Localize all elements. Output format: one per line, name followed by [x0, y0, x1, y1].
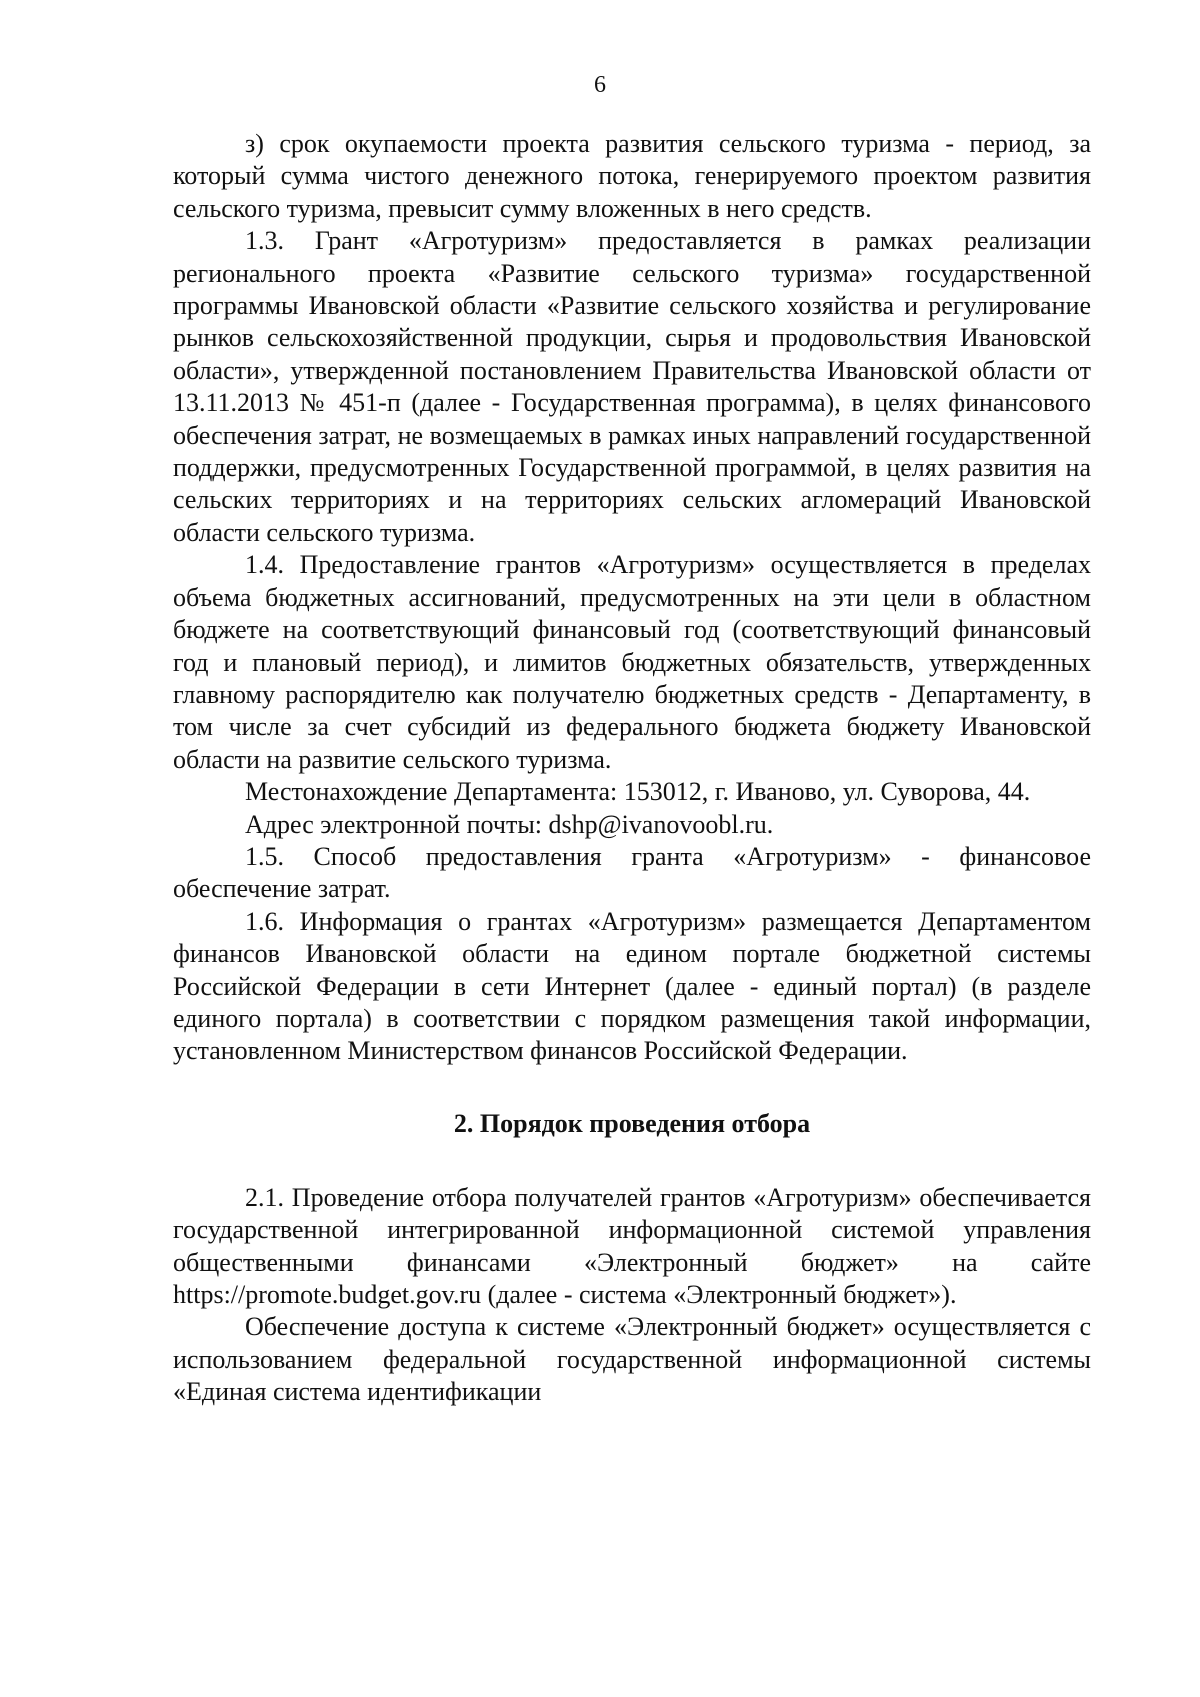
paragraph-1-6: 1.6. Информация о грантах «Агротуризм» размещается Департаментом финансов Ивановской области на едином портале бюджетной системы Российской Федерации в сети Интернет (далее - единый портал) (в разделе единого портала) в соответствии с порядком размещения такой информации, установленном Министерством финансов Российской Федерации.: [173, 906, 1091, 1066]
paragraph-access-provision: Обеспечение доступа к системе «Электронный бюджет» осуществляется с использованием федеральной государственной информационной системы «Единая система идентификации: [173, 1312, 1091, 1407]
paragraph-department-location: Местонахождение Департамента: 153012, г. Иваново, ул. Суворова, 44.: [245, 777, 1031, 807]
paragraph-1-4: 1.4. Предоставление грантов «Агротуризм» осуществляется в пределах объема бюджетных ассигнований, предусмотренных на эти цели в областном бюджете на соответствующий финансовый год (соответствующий финансовый год и плановый период), и лимитов бюджетных обязательств, утвержденных главному распорядителю как получателю бюджетных средств - Департаменту, в том числе за счет субсидий из федерального бюджета бюджету Ивановской области на развитие сельского туризма.: [173, 550, 1091, 774]
document-body: [173, 128, 1091, 1409]
paragraph-email-address: Адрес электронной почты: dshp@ivanovoobl.ru.: [245, 809, 774, 839]
paragraph-2-1: 2.1. Проведение отбора получателей грантов «Агротуризм» обеспечивается государственной интегрированной информационной системой управления общественными финансами «Электронный бюджет» на сайте https://promote.budget.gov.ru (далее - система «Электронный бюджет»).: [173, 1182, 1091, 1309]
section-2-heading: 2. Порядок проведения отбора: [453, 1108, 811, 1138]
paragraph-z-payback-period: з) срок окупаемости проекта развития сельского туризма - период, за который сумма чистого денежного потока, генерируемого проектом развития сельского туризма, превысит сумму вложенных в него средств.: [173, 129, 1091, 223]
paragraph-1-3: 1.3. Грант «Агротуризм» предоставляется в рамках реализации регионального проекта «Развитие сельского туризма» государственной программы Ивановской области «Развитие сельского хозяйства и регулирование рынков сельскохозяйственной продукции, сырья и продовольствия Ивановской области», утвержденной постановлением Правительства Ивановской области от 13.11.2013 № 451-п (далее - Государственная программа), в целях финансового обеспечения затрат, не возмещаемых в рамках иных направлений государственной поддержки, предусмотренных Государственной программой, в целях развития на сельских территориях и на территориях сельских агломераций Ивановской области сельского туризма.: [173, 226, 1091, 547]
paragraph-1-5: 1.5. Способ предоставления гранта «Агротуризм» - финансовое обеспечение затрат.: [173, 841, 1091, 904]
page-number: 6: [594, 72, 606, 98]
